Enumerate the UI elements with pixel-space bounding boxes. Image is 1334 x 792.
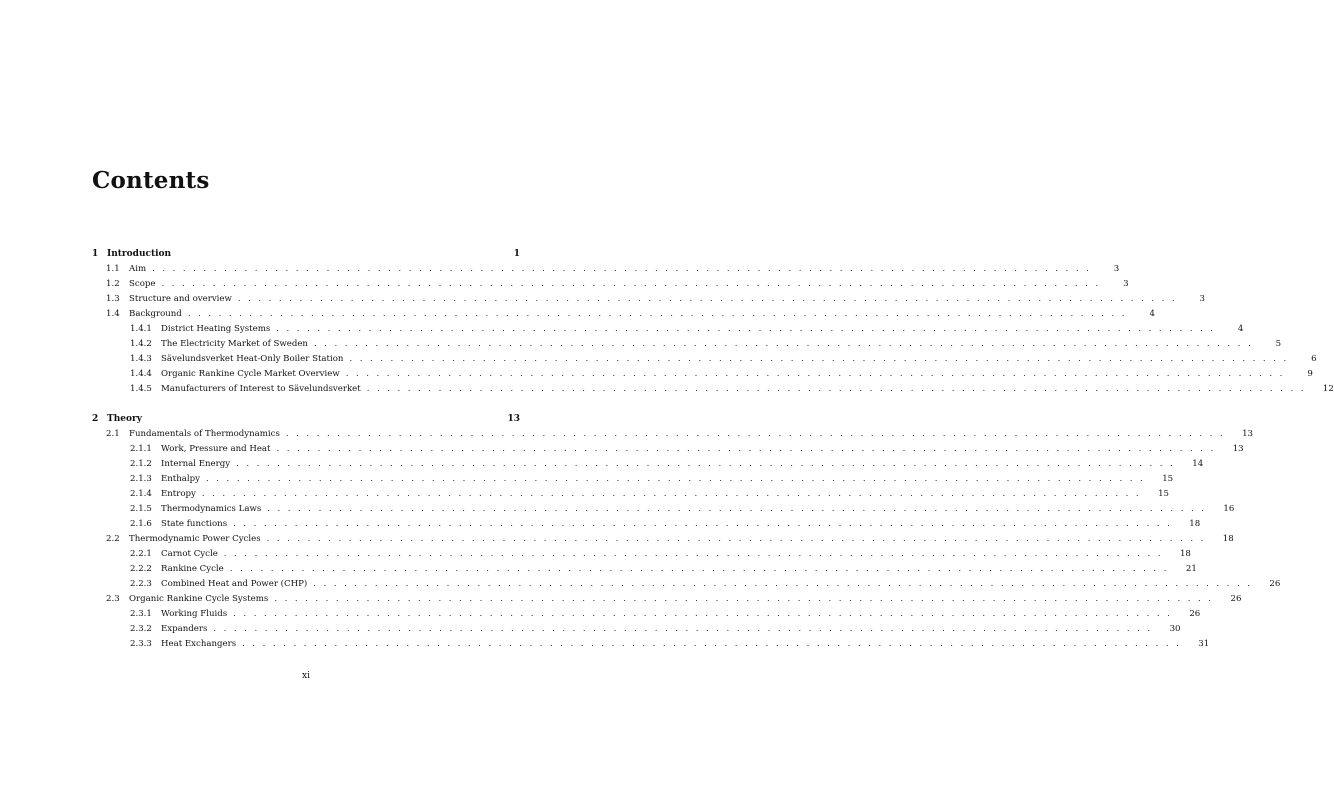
toc-entry-title: Working Fluids	[161, 609, 228, 619]
toc-entry-number: 2.2.3	[130, 579, 152, 589]
toc-dot-leader	[233, 517, 1172, 532]
toc-entry-page: 18	[1222, 534, 1234, 544]
toc-entry-page: 26	[1230, 594, 1242, 604]
toc-subsection-entry[interactable]	[92, 472, 1174, 487]
toc-dot-leader	[206, 472, 1145, 487]
toc-entry-number: 1.4.3	[130, 354, 152, 364]
toc-entry-page: 9	[1307, 369, 1313, 379]
toc-entry-page: 5	[1275, 339, 1282, 349]
toc-dot-leader	[233, 607, 1172, 622]
toc-entry-title: Entropy	[161, 489, 196, 499]
toc-entry-title: Work, Pressure and Heat	[161, 444, 271, 454]
toc-dot-leader	[242, 637, 1181, 652]
toc-entry-page: 15	[1162, 474, 1174, 484]
toc-dot-leader	[276, 322, 1215, 337]
toc-entry-title: Scope	[129, 279, 156, 289]
toc-entry-page: 3	[1113, 264, 1120, 274]
toc-subsection-entry[interactable]	[92, 322, 1244, 337]
toc-subsection-entry[interactable]	[92, 517, 1201, 532]
toc-dot-leader	[274, 592, 1213, 607]
toc-entry-number: 2.2.2	[130, 564, 152, 574]
toc-entry-title: Heat Exchangers	[161, 639, 237, 649]
toc-entry-title: Structure and overview	[129, 294, 232, 304]
toc-entry-number: 1.2	[106, 279, 120, 289]
toc-entry-page: 13	[1242, 429, 1254, 439]
toc-entry-number: 2.3.3	[130, 639, 152, 649]
toc-entry-title: Organic Rankine Cycle Systems	[129, 594, 269, 604]
toc-entry-page: 26	[1269, 579, 1281, 589]
toc-entry-number: 2.1	[106, 429, 120, 439]
toc-entry-title: Internal Energy	[161, 459, 231, 469]
toc-dot-leader	[346, 367, 1285, 382]
toc-entry-number: 2.1.3	[130, 474, 152, 484]
toc-entry-title: Thermodynamics Laws	[161, 504, 262, 514]
toc-entry-page: 15	[1158, 489, 1170, 499]
toc-dot-leader	[314, 337, 1253, 352]
toc-dot-leader	[152, 262, 1091, 277]
toc-section-entry[interactable]	[92, 307, 1155, 322]
toc-dot-leader	[161, 277, 1100, 292]
toc-entry-title: Manufacturers of Interest to Sävelundsverket	[161, 384, 361, 394]
toc-entry-page: 18	[1179, 549, 1191, 559]
toc-dot-leader	[230, 562, 1169, 577]
toc-subsection-entry[interactable]	[92, 637, 1210, 652]
toc-entry-number: 2	[92, 414, 99, 424]
toc-subsection-entry[interactable]	[92, 562, 1197, 577]
toc-entry-title: Introduction	[107, 249, 172, 259]
toc-entry-number: 1.3	[106, 294, 120, 304]
toc-entry-page: 3	[1123, 279, 1129, 289]
toc-entry-number: 1.4.1	[130, 324, 152, 334]
toc-subsection-entry[interactable]	[92, 457, 1204, 472]
toc-dot-leader	[349, 352, 1288, 367]
toc-entry-page: 12	[1322, 384, 1334, 394]
toc-entry-title: State functions	[161, 519, 228, 529]
toc-entry-number: 1.4	[106, 309, 120, 319]
toc-entry-page: 31	[1198, 639, 1210, 649]
toc-dot-leader	[277, 442, 1216, 457]
toc-dot-leader	[367, 382, 1306, 397]
toc-subsection-entry[interactable]	[92, 607, 1201, 622]
toc-chapter-entry[interactable]	[92, 412, 520, 427]
toc-entry-title: Sävelundsverket Heat-Only Boiler Station	[161, 354, 344, 364]
toc-entry-number: 2.1.6	[130, 519, 152, 529]
toc-dot-leader	[267, 502, 1206, 517]
toc-entry-title: Expanders	[161, 624, 208, 634]
toc-entry-number: 2.1.1	[130, 444, 152, 454]
toc-subsection-entry[interactable]	[92, 442, 1244, 457]
toc-entry-number: 2.3.2	[130, 624, 152, 634]
toc-entry-number: 2.2.1	[130, 549, 152, 559]
toc-entry-title: Enthalpy	[161, 474, 201, 484]
toc-dot-leader	[313, 577, 1252, 592]
toc-dot-leader	[286, 427, 1225, 442]
toc-entry-page: 16	[1223, 504, 1235, 514]
toc-entry-page: 4	[1149, 309, 1155, 319]
toc-entry-number: 2.3	[106, 594, 120, 604]
page-title: Contents	[92, 167, 210, 194]
toc-entry-title: The Electricity Market of Sweden	[161, 339, 308, 349]
toc-entry-title: Organic Rankine Cycle Market Overview	[161, 369, 340, 379]
toc-subsection-entry[interactable]	[92, 487, 1170, 502]
toc-entry-title: Fundamentals of Thermodynamics	[129, 429, 280, 439]
toc-section-entry[interactable]	[92, 592, 1242, 607]
toc-entry-page: 18	[1189, 519, 1201, 529]
toc-subsection-entry[interactable]	[92, 352, 1317, 367]
table-of-contents	[92, 247, 1334, 652]
toc-entry-number: 1.4.2	[130, 339, 152, 349]
toc-entry-page: 13	[507, 414, 520, 424]
toc-dot-leader	[213, 622, 1152, 637]
toc-entry-number: 2.1.4	[130, 489, 152, 499]
toc-entry-title: Thermodynamic Power Cycles	[129, 534, 261, 544]
toc-dot-leader	[202, 487, 1141, 502]
toc-dot-leader	[236, 457, 1175, 472]
page-number-footer: xi	[302, 671, 310, 681]
toc-subsection-entry[interactable]	[92, 622, 1181, 637]
toc-entry-number: 2.1.2	[130, 459, 152, 469]
toc-dot-leader	[267, 532, 1206, 547]
toc-dot-leader	[238, 292, 1177, 307]
toc-entry-number: 1.4.5	[130, 384, 152, 394]
toc-entry-title: Combined Heat and Power (CHP)	[161, 579, 308, 589]
toc-entry-page: 30	[1169, 624, 1181, 634]
toc-subsection-entry[interactable]	[92, 367, 1313, 382]
toc-subsection-entry[interactable]	[92, 547, 1191, 562]
toc-dot-leader	[188, 307, 1127, 322]
toc-entry-number: 2.3.1	[130, 609, 152, 619]
toc-entry-page: 14	[1192, 459, 1204, 469]
toc-entry-number: 1	[92, 249, 99, 259]
toc-subsection-entry[interactable]	[92, 382, 1334, 397]
toc-subsection-entry[interactable]	[92, 337, 1282, 352]
toc-entry-page: 21	[1185, 564, 1197, 574]
toc-entry-page: 26	[1189, 609, 1201, 619]
toc-entry-number: 1.4.4	[130, 369, 152, 379]
toc-chapter-entry[interactable]	[92, 247, 520, 262]
toc-subsection-entry[interactable]	[92, 502, 1235, 517]
toc-entry-title: Background	[129, 309, 182, 319]
toc-subsection-entry[interactable]	[92, 577, 1281, 592]
toc-dot-leader	[224, 547, 1163, 562]
toc-section-entry[interactable]	[92, 292, 1205, 307]
toc-section-entry[interactable]	[92, 532, 1234, 547]
toc-entry-title: Carnot Cycle	[161, 549, 218, 559]
toc-entry-title: District Heating Systems	[161, 324, 271, 334]
toc-entry-number: 2.2	[106, 534, 120, 544]
toc-entry-page: 1	[513, 249, 520, 259]
toc-entry-page: 4	[1237, 324, 1244, 334]
toc-entry-title: Rankine Cycle	[161, 564, 224, 574]
toc-entry-title: Aim	[129, 264, 147, 274]
toc-entry-page: 13	[1232, 444, 1244, 454]
toc-entry-number: 1.1	[106, 264, 120, 274]
toc-entry-page: 6	[1311, 354, 1317, 364]
toc-section-entry[interactable]	[92, 277, 1129, 292]
toc-entry-title: Theory	[107, 414, 142, 424]
toc-section-entry[interactable]	[92, 262, 1120, 277]
toc-entry-number: 2.1.5	[130, 504, 152, 514]
toc-section-entry[interactable]	[92, 427, 1254, 442]
toc-entry-page: 3	[1199, 294, 1205, 304]
